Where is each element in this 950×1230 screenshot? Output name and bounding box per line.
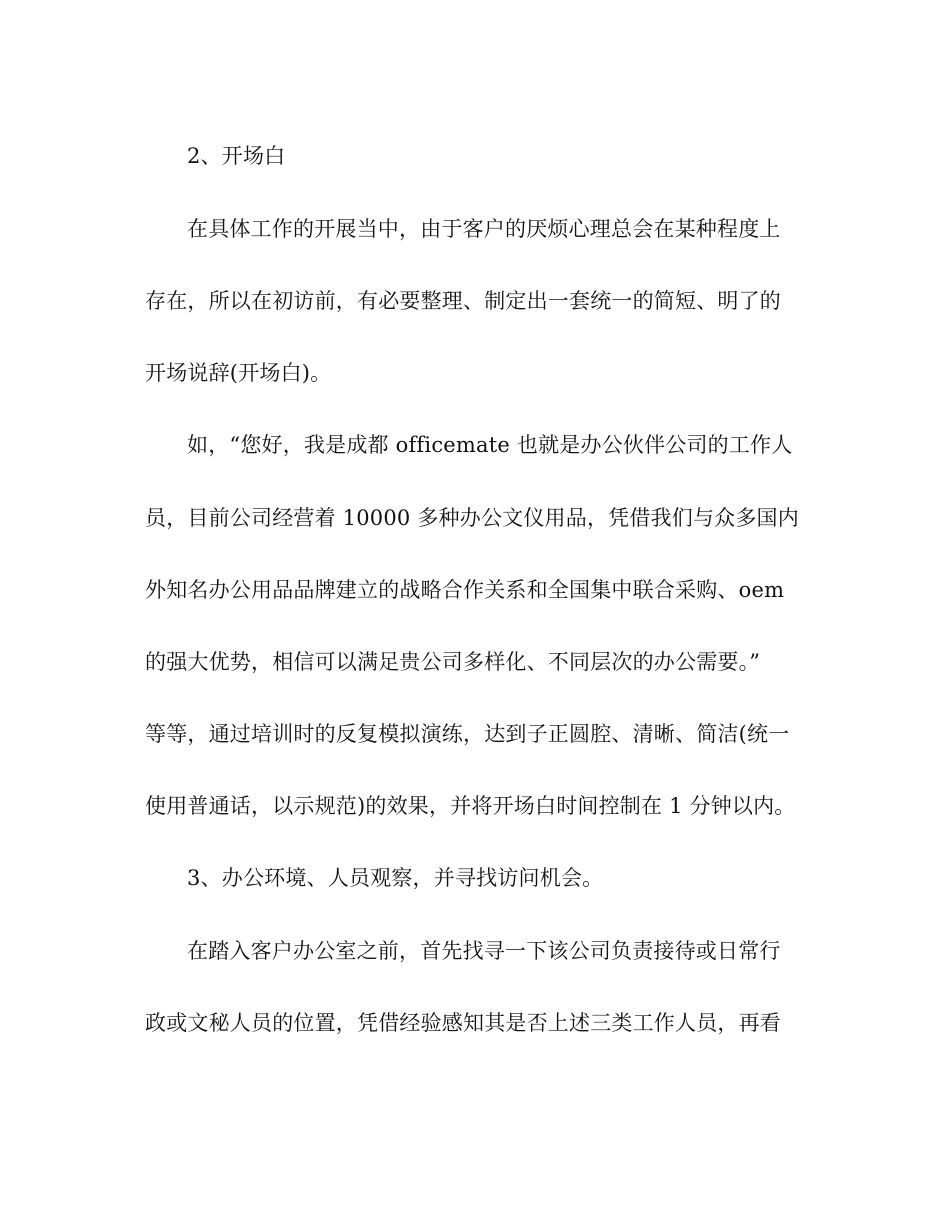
paragraph-line: 等等，通过培训时的反复模拟演练，达到子正圆腔、清晰、简洁(统一 [145,722,790,746]
paragraph-line: 在踏入客户办公室之前，首先找寻一下该公司负责接待或日常行 [187,939,781,963]
paragraph-line: 开场说辞(开场白)。 [145,361,332,385]
paragraph-line: 员，目前公司经营着 10000 多种办公文仪用品，凭借我们与众多国内 [145,506,799,530]
paragraph-line: 如，“您好，我是成都 officemate 也就是办公伙伴公司的工作人 [187,433,793,457]
paragraph-line: 使用普通话，以示规范)的效果，并将开场白时间控制在 1 分钟以内。 [145,794,796,818]
paragraph-line: 在具体工作的开展当中，由于客户的厌烦心理总会在某种程度上 [187,217,781,241]
section-heading-opening: 2、开场白 [187,144,286,168]
paragraph-line: 的强大优势，相信可以满足贵公司多样化、不同层次的办公需要。” [145,650,761,674]
paragraph-line: 存在，所以在初访前，有必要整理、制定出一套统一的简短、明了的 [145,289,781,313]
paragraph-line: 外知名办公用品品牌建立的战略合作关系和全国集中联合采购、oem [145,578,785,602]
paragraph-line: 政或文秘人员的位置，凭借经验感知其是否上述三类工作人员，再看 [145,1011,781,1035]
section-heading-environment: 3、办公环境、人员观察，并寻找访问机会。 [187,866,604,890]
